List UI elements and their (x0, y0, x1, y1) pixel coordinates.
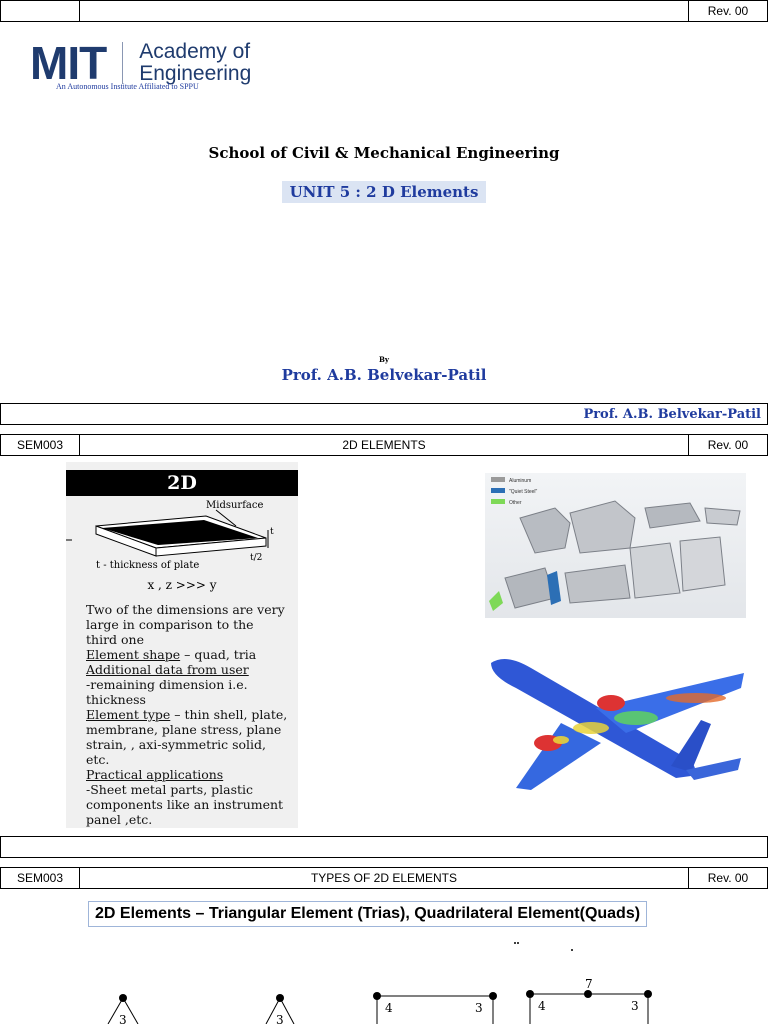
additional-data-heading: Additional data from user (86, 662, 249, 677)
author-name: Prof. A.B. Belvekar-Patil (281, 366, 487, 384)
midsurface-label: Midsurface (206, 500, 264, 511)
header-center-cell (80, 1, 688, 21)
2d-info-panel (66, 462, 298, 828)
thickness-caption: t - thickness of plate (96, 560, 200, 571)
floor-pan-part (565, 565, 630, 603)
element-shape-text: – quad, tria (180, 647, 257, 662)
quad1-node-label-left: 4 (385, 1001, 393, 1015)
additional-data-text: -remaining dimension i.e. thickness (86, 677, 248, 707)
element-diagrams (0, 930, 768, 1024)
legend-swatch-aluminum (491, 477, 505, 482)
stress-zone-yellow (573, 722, 609, 734)
header-course-code: SEM003 (1, 868, 80, 888)
element-type-heading: Element type (86, 707, 171, 722)
legend-other: Other (509, 500, 522, 506)
header-rev-cell: Rev. 00 (688, 435, 767, 455)
fuselage (491, 659, 695, 778)
quad2-node-label-right: 3 (631, 999, 639, 1013)
slide1-footer (0, 403, 768, 425)
engine-right (597, 695, 625, 711)
quad2-node-left (526, 990, 534, 998)
element-type-text: – thin shell, plate, membrane, plane stress, plane strain, , axi-symmetric solid, etc. (86, 707, 288, 767)
quad2-node-mid (584, 990, 592, 998)
triangle-element-2 (266, 994, 294, 1024)
quad2-node-right (644, 990, 652, 998)
logo-mit-text: MIT (30, 37, 107, 89)
footer-author: Prof. A.B. Belvekar-Patil (583, 406, 761, 422)
dimension-paragraph: Two of the dimensions are very large in comparison to the third one (86, 602, 285, 647)
legend-quiet-steel: "Quiet Steel" (509, 489, 538, 495)
bed-panel-part (645, 503, 700, 528)
header-rev-cell: Rev. 00 (688, 1, 767, 21)
by-label: By (379, 355, 389, 364)
tri1-node (119, 994, 127, 1002)
practical-applications-heading: Practical applications (86, 767, 224, 782)
slide3-subtitle: 2D Elements – Triangular Element (Trias), Quadrilateral Element(Quads) (88, 901, 647, 927)
unit-title: UNIT 5 : 2 D Elements (282, 181, 487, 203)
vertical-stabilizer (671, 720, 711, 772)
legend-swatch-quiet-steel (491, 488, 505, 493)
tri1-node-label: 3 (119, 1013, 127, 1024)
slide1-header (0, 0, 768, 22)
2d-banner: 2D (66, 470, 298, 496)
element-shape-line (86, 647, 288, 662)
2d-description (66, 602, 298, 827)
slide2-footer (0, 836, 768, 858)
element-shape-heading: Element shape (86, 647, 181, 662)
logo-academy-line2: Engineering (139, 62, 252, 85)
header-rev-cell: Rev. 00 (688, 868, 767, 888)
slide2-header (0, 434, 768, 456)
logo-academy-line1: Academy of (139, 40, 251, 63)
header-course-code: SEM003 (1, 435, 80, 455)
quad2-node-label-left: 4 (538, 999, 546, 1013)
header-slide-title: TYPES OF 2D ELEMENTS (310, 871, 458, 885)
stress-zone-green (614, 711, 658, 725)
quad-element-1 (373, 992, 497, 1024)
stray-mark-3 (571, 949, 573, 951)
car-body-illustration (485, 473, 746, 618)
fender-part (520, 508, 570, 553)
logo-academy-block (139, 41, 251, 85)
t-label: t (270, 527, 274, 537)
front-door-part (630, 543, 680, 598)
stress-zone-orange (666, 693, 726, 703)
plate-diagram (66, 496, 298, 576)
other-material-part (489, 591, 503, 611)
front-structure-part (505, 568, 555, 608)
car-body-parts-image (485, 473, 746, 618)
stress-zone-engine (553, 736, 569, 744)
dimension-relation: x , z >>> y (147, 578, 217, 592)
legend-swatch-other (491, 499, 505, 504)
tri2-node-label: 3 (276, 1013, 284, 1024)
quad1-node-left (373, 992, 381, 1000)
quad1-node-right (489, 992, 497, 1000)
logo-tagline: An Autonomous Institute Affiliated to SPPU (56, 82, 199, 91)
stray-mark-2 (517, 942, 519, 944)
school-name: School of Civil & Mechanical Engineering (208, 144, 560, 162)
legend-aluminum: Aluminum (509, 478, 532, 484)
logo-divider (122, 42, 123, 84)
element-type-line (86, 707, 288, 767)
rear-door-part (680, 537, 725, 591)
tailgate-part (705, 508, 740, 525)
quad1-node-label-right: 3 (475, 1001, 483, 1015)
unit-title-wrap (0, 182, 768, 201)
header-slide-title: 2D ELEMENTS (342, 438, 426, 452)
practical-applications-text: -Sheet metal parts, plastic components like an instrument panel ,etc. (86, 782, 284, 827)
quad-element-2 (526, 977, 652, 1024)
quad2-node-label-mid: 7 (585, 977, 593, 991)
header-left-cell (1, 1, 80, 21)
t-half-label: t/2 (250, 553, 263, 563)
aircraft-fea-image (486, 648, 746, 793)
slide3-header (0, 867, 768, 889)
tri2-node (276, 994, 284, 1002)
cab-frame-part (570, 501, 635, 553)
stray-mark-1 (514, 942, 516, 944)
triangle-element-1 (108, 994, 138, 1024)
aircraft-illustration (486, 648, 746, 793)
